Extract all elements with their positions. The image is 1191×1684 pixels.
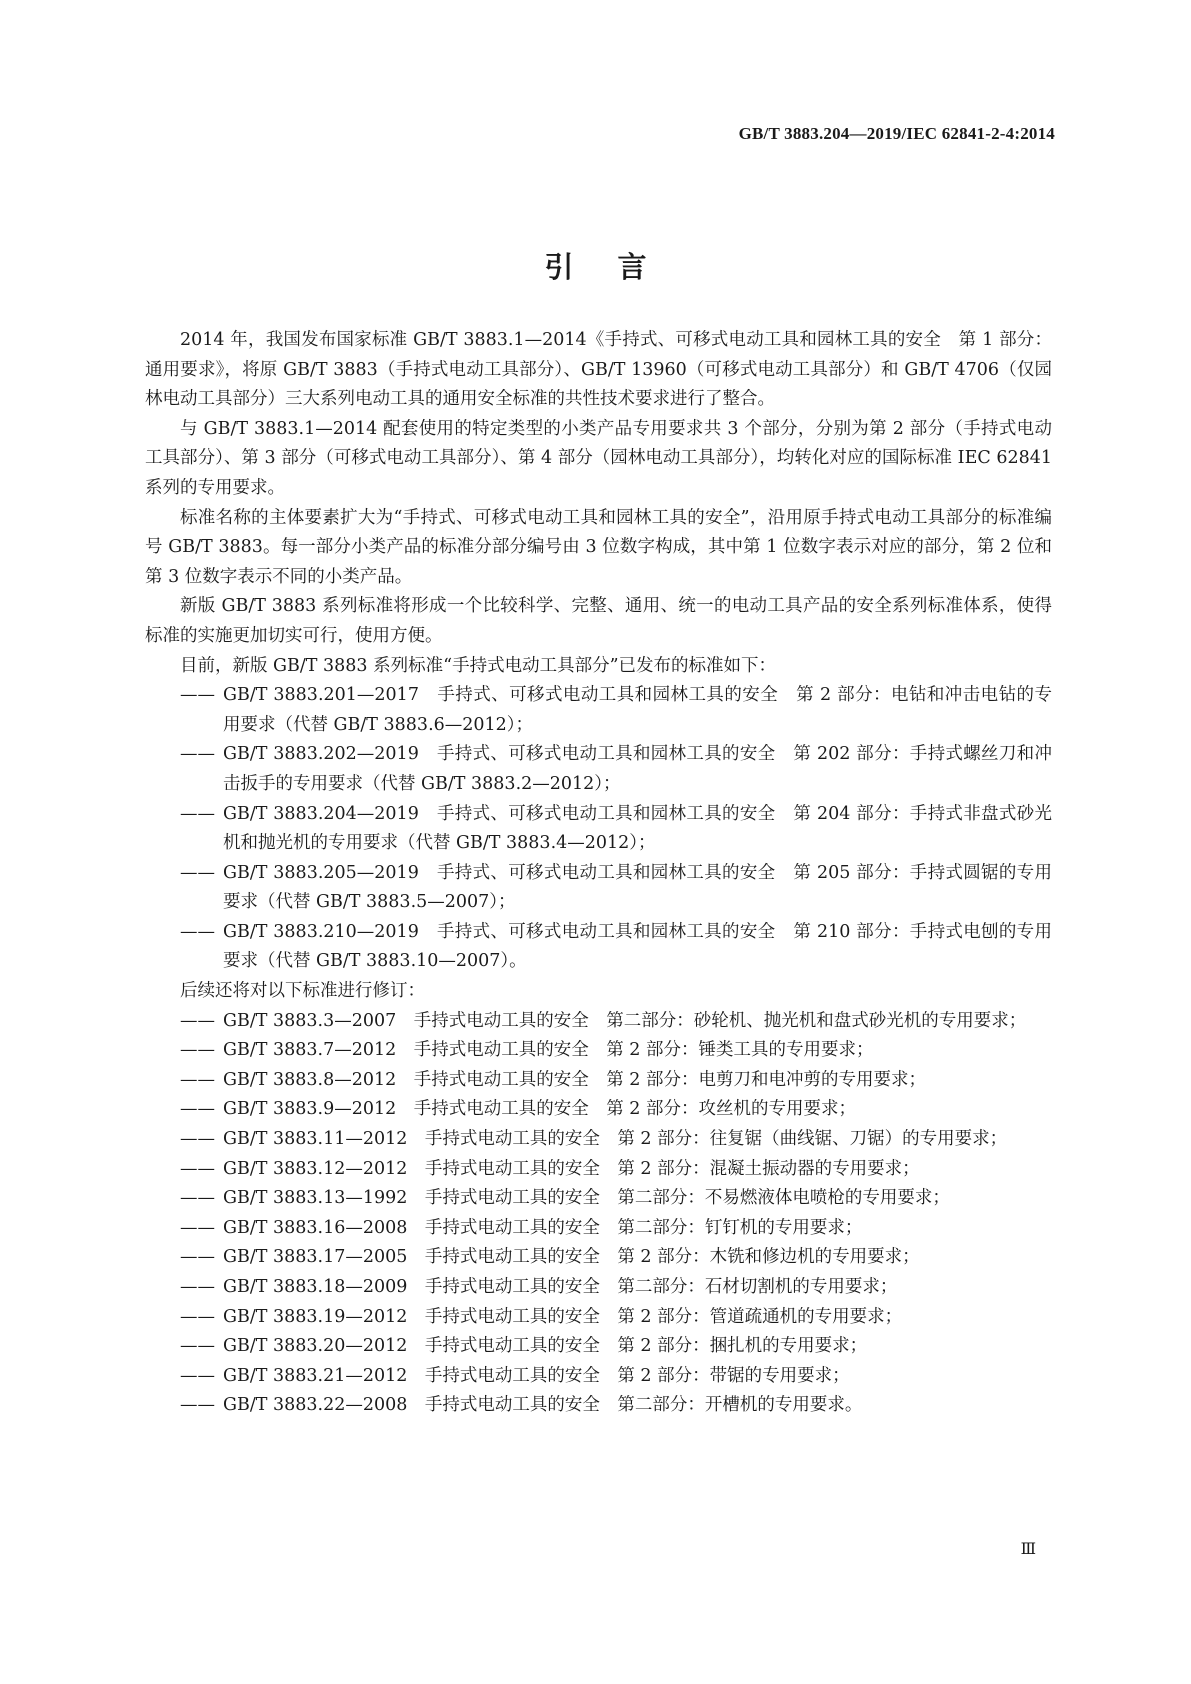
list-dash: ——	[180, 1188, 215, 1209]
list-dash: ——	[180, 1040, 215, 1061]
list-item	[145, 1007, 1052, 1037]
list-item-text: GB/T 3883.9—2012 手持式电动工具的安全 第 2 部分：攻丝机的专用要求；	[223, 1099, 856, 1120]
list-item-text: GB/T 3883.13—1992 手持式电动工具的安全 第二部分：不易燃液体电喷枪的专用要求；	[223, 1188, 950, 1209]
list-item	[145, 1303, 1052, 1333]
list-dash: ——	[180, 862, 215, 883]
paragraph: 与 GB/T 3883.1—2014 配套使用的特定类型的小类产品专用要求共 3 个部分，分别为第 2 部分（手持式电动工具部分）、第 3 部分（可移式电动工具部分）、第 4 部分（园林电动工具部分），均转化对应的国际标准 IEC 62841 系列的专用要求。	[145, 418, 1052, 498]
list-item	[145, 1332, 1052, 1362]
published-standards-intro: 目前，新版 GB/T 3883 系列标准“手持式电动工具部分”已发布的标准如下：	[180, 655, 777, 676]
list-item	[145, 1273, 1052, 1303]
list-dash: ——	[180, 744, 215, 765]
list-dash: ——	[180, 685, 215, 706]
list-dash: ——	[180, 1365, 215, 1386]
list-dash: ——	[180, 1099, 215, 1120]
list-dash: ——	[180, 1395, 215, 1416]
revision-standards-intro: 后续还将对以下标准进行修订：	[180, 981, 425, 1002]
document-header-standard-id: GB/T 3883.204—2019/IEC 62841-2-4:2014	[738, 124, 1055, 143]
introduction-body	[145, 326, 1052, 1421]
list-item-text: GB/T 3883.16—2008 手持式电动工具的安全 第二部分：钉钉机的专用要求；	[223, 1217, 863, 1238]
list-item	[145, 1243, 1052, 1273]
list-dash: ——	[180, 1247, 215, 1268]
list-item	[145, 800, 1052, 859]
page-number: Ⅲ	[1020, 1541, 1036, 1558]
list-item	[145, 740, 1052, 799]
list-dash: ——	[180, 1306, 215, 1327]
list-dash: ——	[180, 803, 215, 824]
list-item-text: GB/T 3883.201—2017 手持式、可移式电动工具和园林工具的安全 第 2 部分：电钻和冲击电钻的专用要求（代替 GB/T 3883.6—2012）；	[223, 685, 1052, 735]
published-standards-list	[145, 681, 1052, 977]
list-dash: ——	[180, 1277, 215, 1297]
list-item-text: GB/T 3883.21—2012 手持式电动工具的安全 第 2 部分：带锯的专用要求；	[223, 1365, 850, 1386]
list-item	[145, 681, 1052, 740]
list-item-text: GB/T 3883.18—2009 手持式电动工具的安全 第二部分：石材切割机的专用要求；	[223, 1277, 898, 1297]
list-dash: ——	[180, 1217, 215, 1238]
list-item	[145, 1095, 1052, 1125]
list-item-text: GB/T 3883.17—2005 手持式电动工具的安全 第 2 部分：木铣和修边机的专用要求；	[223, 1247, 920, 1268]
list-item	[145, 1362, 1052, 1392]
list-item-text: GB/T 3883.205—2019 手持式、可移式电动工具和园林工具的安全 第 205 部分：手持式圆锯的专用要求（代替 GB/T 3883.5—2007）；	[223, 862, 1052, 913]
list-item-text: GB/T 3883.7—2012 手持式电动工具的安全 第 2 部分：锤类工具的专用要求；	[223, 1040, 874, 1061]
list-dash: ——	[180, 1069, 215, 1090]
list-item-text: GB/T 3883.3—2007 手持式电动工具的安全 第二部分：砂轮机、抛光机和盘式砂光机的专用要求；	[223, 1010, 1027, 1031]
list-item	[145, 918, 1052, 977]
list-item-text: GB/T 3883.8—2012 手持式电动工具的安全 第 2 部分：电剪刀和电冲剪的专用要求；	[223, 1069, 926, 1090]
list-item-text: GB/T 3883.11—2012 手持式电动工具的安全 第 2 部分：往复锯（曲线锯、刀锯）的专用要求；	[223, 1129, 1008, 1150]
list-dash: ——	[180, 1129, 215, 1150]
list-item	[145, 1214, 1052, 1244]
list-item	[145, 1155, 1052, 1185]
paragraph: 标准名称的主体要素扩大为“手持式、可移式电动工具和园林工具的安全”，沿用原手持式电动工具部分的标准编号 GB/T 3883。每一部分小类产品的标准分部分编号由 3 位数字构成，其中第 1 位数字表示对应的部分，第 2 位和第 3 位数字表示不同的小类产品。	[145, 507, 1052, 587]
revision-standards-list	[145, 1007, 1052, 1421]
page-title: 引言	[544, 250, 691, 285]
list-dash: ——	[180, 1158, 215, 1179]
list-item	[145, 1184, 1052, 1214]
list-item-text: GB/T 3883.19—2012 手持式电动工具的安全 第 2 部分：管道疏通机的专用要求；	[223, 1306, 903, 1327]
list-item	[145, 1125, 1052, 1155]
list-item	[145, 1391, 1052, 1421]
paragraph: 新版 GB/T 3883 系列标准将形成一个比较科学、完整、通用、统一的电动工具产品的安全系列标准体系，使得标准的实施更加切实可行，使用方便。	[145, 596, 1052, 646]
list-item	[145, 1036, 1052, 1066]
list-dash: ——	[180, 1010, 215, 1031]
list-item-text: GB/T 3883.22—2008 手持式电动工具的安全 第二部分：开槽机的专用要求。	[223, 1395, 863, 1416]
list-item-text: GB/T 3883.20—2012 手持式电动工具的安全 第 2 部分：捆扎机的专用要求；	[223, 1336, 868, 1357]
list-item	[145, 1066, 1052, 1096]
list-dash: ——	[180, 921, 215, 942]
list-dash: ——	[180, 1336, 215, 1357]
list-item-text: GB/T 3883.202—2019 手持式、可移式电动工具和园林工具的安全 第 202 部分：手持式螺丝刀和冲击扳手的专用要求（代替 GB/T 3883.2—2012）；	[223, 744, 1052, 794]
list-item	[145, 859, 1052, 918]
list-item-text: GB/T 3883.210—2019 手持式、可移式电动工具和园林工具的安全 第 210 部分：手持式电刨的专用要求（代替 GB/T 3883.10—2007）。	[223, 921, 1052, 972]
paragraph: 2014 年，我国发布国家标准 GB/T 3883.1—2014《手持式、可移式电动工具和园林工具的安全 第 1 部分：通用要求》，将原 GB/T 3883（手持式电动工具部分）、GB/T 13960（可移式电动工具部分）和 GB/T 4706（仅园林电动工具部分）三大系列电动工具的通用安全标准的共性技术要求进行了整合。	[145, 330, 1052, 410]
list-item-text: GB/T 3883.12—2012 手持式电动工具的安全 第 2 部分：混凝土振动器的专用要求；	[223, 1158, 920, 1179]
list-item-text: GB/T 3883.204—2019 手持式、可移式电动工具和园林工具的安全 第 204 部分：手持式非盘式砂光机和抛光机的专用要求（代替 GB/T 3883.4—2012）；	[223, 803, 1052, 854]
